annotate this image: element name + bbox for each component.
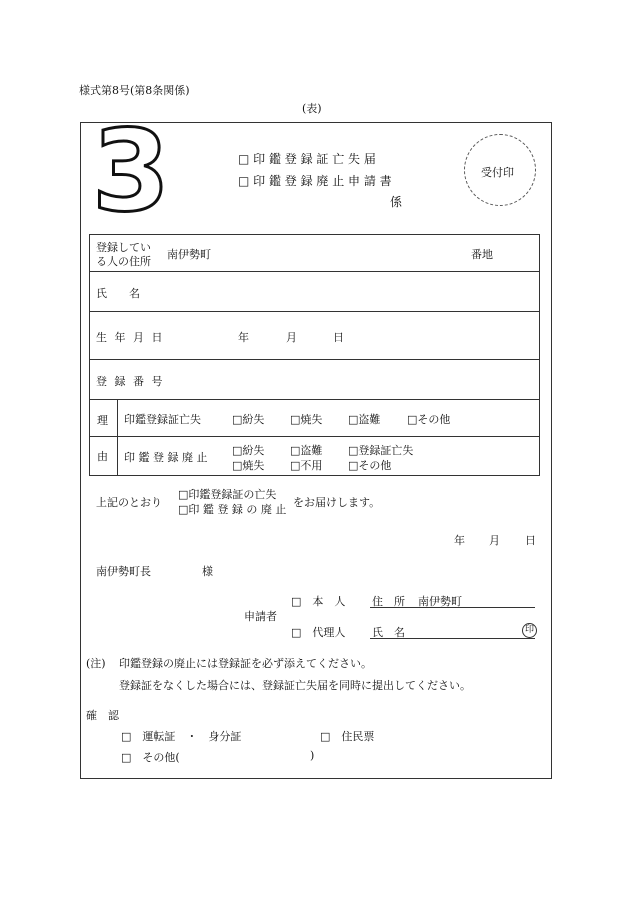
notes-prefix: (注): [86, 657, 106, 670]
applicant-address-value[interactable]: 南伊勢町: [418, 595, 462, 608]
address-banchi: 番地: [471, 248, 493, 261]
confirm-opt-other[interactable]: □ その他(: [121, 751, 180, 764]
abolish-opt-other[interactable]: □その他: [348, 459, 392, 472]
applicant-self-checkbox[interactable]: □ 本 人: [291, 595, 346, 608]
loss-opt-stolen[interactable]: □盗難: [348, 413, 381, 426]
addressee-name: 南伊勢町長: [96, 565, 151, 578]
reg-number-label: 登 録 番 号: [96, 375, 165, 388]
loss-opt-lost[interactable]: □紛失: [232, 413, 265, 426]
seal-mark: 印: [522, 623, 537, 638]
abolish-opt-stolen[interactable]: □盗難: [290, 444, 323, 457]
notice-opt-loss[interactable]: □印鑑登録証の亡失: [178, 488, 277, 501]
form-number: 様式第8号(第8条関係): [79, 84, 190, 97]
notes-line1: 印鑑登録の廃止には登録証を必ず添えてください。: [119, 657, 372, 670]
reception-stamp-label: 受付印: [481, 166, 514, 179]
applicant-name-label: 氏 名: [372, 626, 405, 639]
addressee-honorific: 様: [202, 565, 213, 578]
date-month: 月: [489, 534, 500, 547]
confirm-opt-other-close: ): [310, 749, 315, 762]
name-label: 氏 名: [96, 287, 140, 300]
notice-suffix: をお届けします。: [293, 496, 381, 509]
birth-label: 生 年 月 日: [96, 331, 165, 344]
notice-prefix: 上記のとおり: [96, 496, 162, 509]
abolish-reason-label: 印 鑑 登 録 廃 止: [124, 451, 208, 464]
date-year: 年: [454, 534, 465, 547]
abolish-opt-card-lost[interactable]: □登録証亡失: [348, 444, 414, 457]
date-day: 日: [525, 534, 536, 547]
loss-opt-other[interactable]: □その他: [407, 413, 451, 426]
address-label-line1: 登録してい: [96, 241, 151, 254]
reason-label-2: 由: [97, 450, 108, 463]
loss-reason-label: 印鑑登録証亡失: [124, 413, 201, 426]
birth-year: 年: [238, 331, 249, 344]
address-underline: [370, 607, 535, 608]
applicant-proxy-checkbox[interactable]: □ 代理人: [291, 626, 346, 639]
title-loss-option[interactable]: □ 印 鑑 登 録 証 亡 失 届: [238, 152, 376, 166]
loss-opt-burned[interactable]: □焼失: [290, 413, 323, 426]
side-label: (表): [302, 102, 322, 115]
title-suffix: 係: [390, 195, 403, 209]
notes-line2: 登録証をなくした場合には、登録証亡失届を同時に提出してください。: [119, 679, 471, 692]
address-label-line2: る人の住所: [96, 255, 151, 268]
confirm-opt-license[interactable]: □ 運転証 ・ 身分証: [121, 730, 242, 743]
birth-month: 月: [286, 331, 297, 344]
confirm-label: 確 認: [86, 709, 119, 722]
address-town: 南伊勢町: [167, 248, 211, 261]
confirm-opt-resident[interactable]: □ 住民票: [320, 730, 375, 743]
reason-label-1: 理: [97, 414, 108, 427]
abolish-opt-unneeded[interactable]: □不用: [290, 459, 323, 472]
abolish-opt-burned[interactable]: □焼失: [232, 459, 265, 472]
applicant-address-label: 住 所: [372, 595, 405, 608]
title-abolish-option[interactable]: □ 印 鑑 登 録 廃 止 申 請 書: [238, 174, 392, 188]
applicant-label: 申請者: [244, 610, 277, 623]
name-underline: [370, 638, 535, 639]
abolish-opt-lost[interactable]: □紛失: [232, 444, 265, 457]
notice-opt-abolish[interactable]: □印 鑑 登 録 の 廃 止: [178, 503, 287, 516]
birth-day: 日: [333, 331, 344, 344]
big-number: 3: [92, 107, 170, 237]
